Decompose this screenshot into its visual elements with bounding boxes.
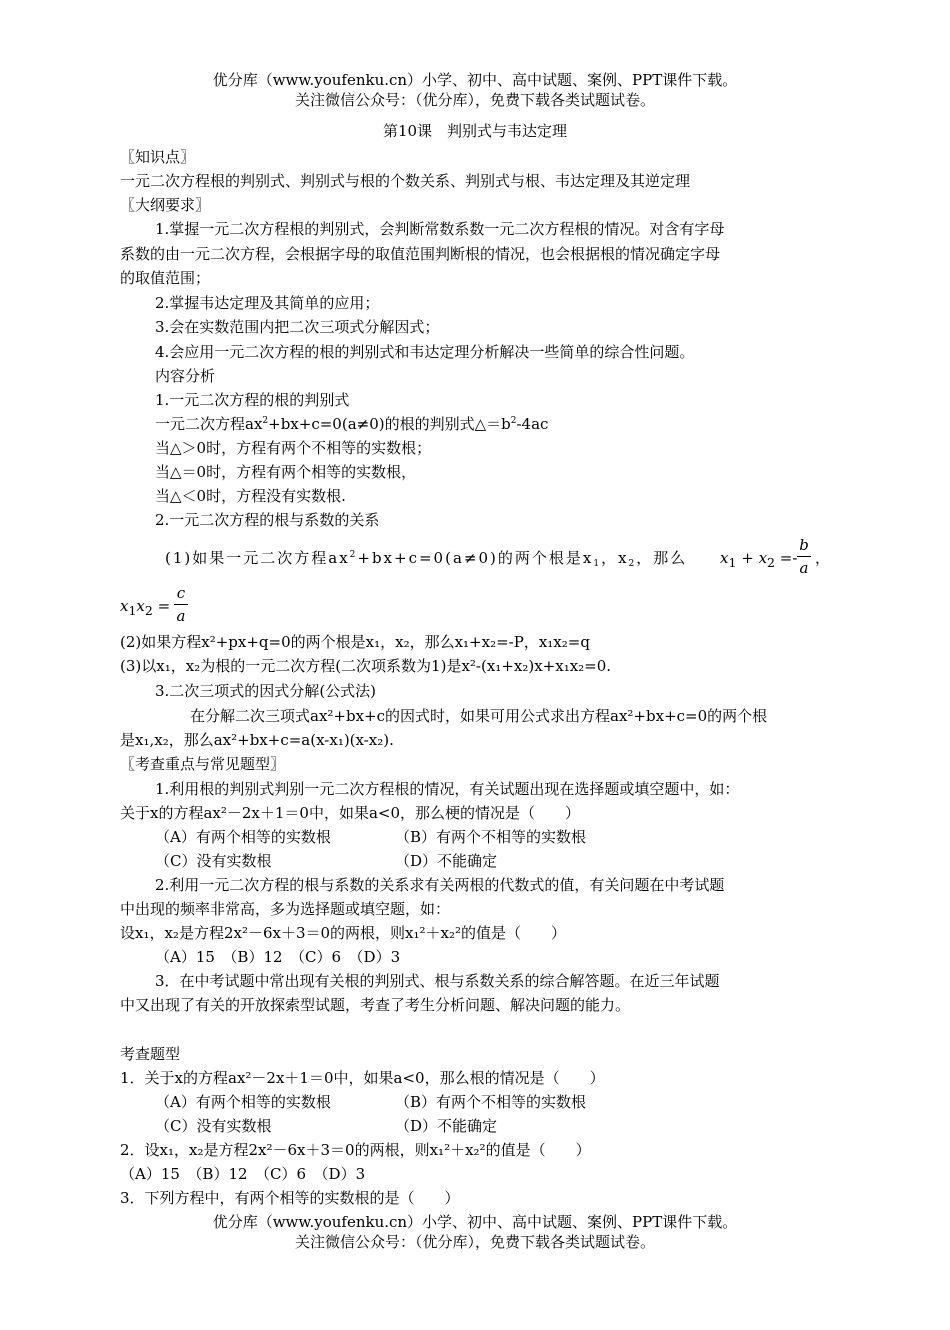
focus-3-line-2: 中又出现了有关的开放探索型试题，考查了考生分析问题、解决问题的能力。 — [120, 996, 631, 1014]
focus-1-option-a: （A）有两个相等的实数根 — [155, 828, 331, 846]
focus-1-line-1: 1.利用根的判别式判别一元二次方程根的情况，有关试题出现在选择题或填空题中，如： — [155, 780, 740, 798]
focus-2-options: （A）15 （B）12 （C）6 （D）3 — [155, 948, 401, 966]
case-zero: 当△＝0时，方程有两个相等的实数根， — [155, 463, 417, 481]
question-3: 3．下列方程中，有两个相等的实数根的是（ ） — [120, 1189, 460, 1207]
exam-heading: 考查题型 — [120, 1045, 181, 1063]
knowledge-text: 一元二次方程根的判别式、判别式与根的个数关系、判别式与根、韦达定理及其逆定理 — [120, 172, 691, 190]
focus-2-line-2: 中出现的频率非常高，多为选择题或填空题，如： — [120, 900, 451, 918]
question-1-option-d: （D）不能确定 — [395, 1117, 498, 1135]
focus-heading: 〖考查重点与常见题型〗 — [120, 755, 286, 773]
header-line-2: 关注微信公众号：（优分库），免费下载各类试题试卷。 — [294, 91, 655, 109]
focus-1-option-c: （C）没有实数根 — [155, 852, 272, 870]
requirement-1-line-3: 的取值范围； — [120, 269, 211, 287]
question-2-options: （A）15 （B）12 （C）6 （D）3 — [120, 1165, 366, 1183]
case-negative: 当△＜0时，方程没有实数根. — [155, 487, 346, 505]
requirement-4: 4.会应用一元二次方程的根的判别式和韦达定理分析解决一些简单的综合性问题。 — [155, 343, 695, 361]
analysis-2-title: 2.一元二次方程的根与系数的关系 — [155, 511, 380, 529]
analysis-3-title: 3.二次三项式的因式分解(公式法) — [155, 682, 377, 700]
lesson-title: 第10课 判别式与韦达定理 — [382, 122, 568, 140]
knowledge-heading: 〖知识点〗 — [120, 148, 196, 166]
requirement-1-line-2: 系数的由一元二次方程，会根据字母的取值范围判断根的情况，也会根据根的情况确定字母 — [120, 245, 721, 263]
focus-1-option-b: （B）有两个不相等的实数根 — [395, 828, 587, 846]
fraction-c-over-a: c a — [174, 583, 188, 626]
analysis-heading: 内容分析 — [155, 367, 216, 385]
vieta-sum-statement: (1)如果一元二次方程$ax^2+bx+c=0(a\ne 0)$的两个根是$x_1$，$x_2$，那么 — [165, 549, 688, 569]
question-1-option-b: （B）有两个不相等的实数根 — [395, 1093, 587, 1111]
question-1-option-a: （A）有两个相等的实数根 — [155, 1093, 331, 1111]
footer-line-2: 关注微信公众号：（优分库），免费下载各类试题试卷。 — [294, 1233, 655, 1251]
analysis-1-title: 1.一元二次方程的根的判别式 — [155, 391, 350, 409]
footer-line-1: 优分库（www.youfenku.cn）小学、初中、高中试题、案例、PPT课件下载。 — [212, 1213, 738, 1231]
vieta-monic: (2)如果方程x²+px+q=0的两个根是x₁，x₂，那么x₁+x₂=-P，x₁x₂=q — [120, 633, 590, 651]
focus-1-line-2: 关于x的方程ax²－2x＋1＝0中，如果a<0，那么梗的情况是（ ） — [120, 804, 581, 822]
outline-heading: 〖大纲要求〗 — [120, 196, 211, 214]
comma: ， — [815, 549, 831, 567]
factoring-line-1: 在分解二次三项式ax²+bx+c的因式时，如果可用公式求出方程ax²+bx+c=0的两个根 — [190, 707, 768, 725]
vieta-product-formula: $x_1x_2$ = — [120, 597, 171, 618]
case-positive: 当△＞0时，方程有两个不相等的实数根； — [155, 439, 432, 457]
equation-from-roots: (3)以x₁，x₂为根的一元二次方程(二次项系数为1)是x²-(x₁+x₂)x+x₁x₂=0. — [120, 657, 612, 675]
question-1: 1．关于x的方程ax²－2x＋1＝0中，如果a<0，那么根的情况是（ ） — [120, 1069, 605, 1087]
question-1-option-c: （C）没有实数根 — [155, 1117, 272, 1135]
discriminant-definition: 一元二次方程$ax^2+bx+c=0(a\ne 0)$的根的判别式$\triangle=b^2-4ac$ — [155, 415, 549, 433]
focus-2-line-3: 设x₁，x₂是方程2x²－6x＋3＝0的两根，则x₁²＋x₂²的值是（ ） — [120, 924, 567, 942]
question-2: 2．设x₁，x₂是方程2x²－6x＋3＝0的两根，则x₁²＋x₂²的值是（ ） — [120, 1141, 591, 1159]
vieta-sum-formula: $x_1 + x_2$ =- — [720, 549, 798, 570]
header-line-1: 优分库（www.youfenku.cn）小学、初中、高中试题、案例、PPT课件下载。 — [212, 71, 738, 89]
focus-2-line-1: 2.利用一元二次方程的根与系数的关系求有关两根的代数式的值，有关问题在中考试题 — [155, 876, 725, 894]
requirement-2: 2.掌握韦达定理及其简单的应用； — [155, 294, 380, 312]
focus-3-line-1: 3．在中考试题中常出现有关根的判别式、根与系数关系的综合解答题。在近三年试题 — [155, 972, 720, 990]
factoring-line-2: 是x₁,x₂，那么ax²+bx+c=a(x-x₁)(x-x₂). — [120, 731, 394, 749]
focus-1-option-d: （D）不能确定 — [395, 852, 498, 870]
fraction-b-over-a: b a — [797, 535, 811, 578]
requirement-3: 3.会在实数范围内把二次三项式分解因式； — [155, 318, 440, 336]
requirement-1-line-1: 1.掌握一元二次方程根的判别式，会判断常数系数一元二次方程根的情况。对含有字母 — [155, 220, 725, 238]
